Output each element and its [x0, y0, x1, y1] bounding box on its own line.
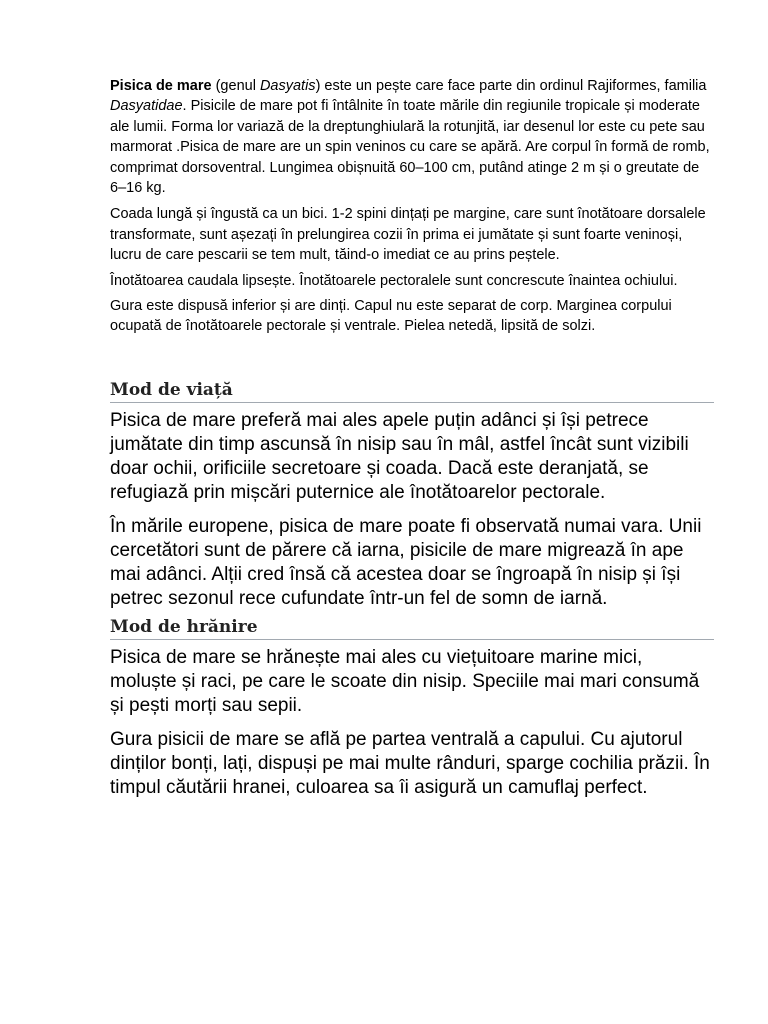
family-name: Dasyatidae: [110, 98, 183, 115]
intro-section: [110, 76, 714, 337]
intro-paragraph-description: [110, 76, 714, 198]
genus-name: Dasyatis: [259, 78, 316, 94]
article-subject-term: Pisica de mare: [110, 78, 212, 94]
text-run: . Pisicile de mare pot fi întâlnite în toate mările din regiunile tropicale și moderate ale lumii. Forma lor variază de la dreptunghiulară la rotunjită, iar desenul lor este cu pete sau marmorat .Pisica de mare are un spin veninos cu care se apără. Are corpul în formă de romb, comprimat dorsoventral. Lungimea obișnuită 60–100 cm, putând atinge 2 m și o greutate de 6–16 kg.: [110, 98, 710, 197]
text-run: (genul: [211, 78, 260, 94]
section-heading: Mod de hrănire: [110, 617, 714, 640]
section-paragraph: Pisica de mare se hrănește mai ales cu viețuitoare marine mici, moluște și raci, pe care le scoate din nisip. Speciile mai mari consumă și pești morți sau sepii.: [110, 646, 700, 716]
section-mod-de-viata: [110, 380, 714, 611]
section-paragraph: În mările europene, pisica de mare poate fi observată numai vara. Unii cercetători sunt de părere că iarna, pisicile de mare migrează în ape mai adânci. Alții cred însă că acestea doar se îngroapă în nisip și își petrec sezonul rece cufundate într-un fel de somn de iarnă.: [110, 515, 702, 609]
document-page: [110, 76, 714, 800]
intro-paragraph-fins: Înotătoarea caudala lipsește. Înotătoarele pectoralele sunt concrescute înaintea ochiului.: [110, 272, 678, 289]
section-paragraph: Gura pisicii de mare se află pe partea ventrală a capului. Cu ajutorul dinților bonți, lați, dispuși pe mai multe rânduri, sparge cochilia prăzii. În timpul căutării hranei, culoarea sa îi asigură un camuflaj perfect.: [110, 728, 710, 798]
text-run: ) este un pește care face parte din ordinul Rajiformes, familia: [315, 78, 707, 94]
intro-paragraph-mouth: Gura este dispusă inferior și are dinți. Capul nu este separat de corp. Marginea corpului ocupată de înotătoarele pectorale și ventrale. Pielea netedă, lipsită de solzi.: [110, 298, 672, 335]
section-mod-de-hranire: [110, 617, 714, 800]
section-paragraph: Pisica de mare preferă mai ales apele puțin adânci și își petrece jumătate din timp ascunsă în nisip sau în mâl, astfel încât sunt vizibili doar ochii, orificiile secretoare și coada. Dacă este deranjată, se refugiază prin mișcări puternice ale înotătoarelor pectorale.: [110, 409, 689, 503]
intro-paragraph-tail: Coada lungă și îngustă ca un bici. 1-2 spini dințați pe margine, care sunt înotătoare dorsalele transformate, sunt așezați în prelungirea cozii în prima ei jumătate și sunt foarte veninoși, lucru de care pescarii se tem mult, tăind-o imediat ce au prins peștele.: [110, 206, 706, 264]
section-heading: Mod de viață: [110, 380, 714, 403]
